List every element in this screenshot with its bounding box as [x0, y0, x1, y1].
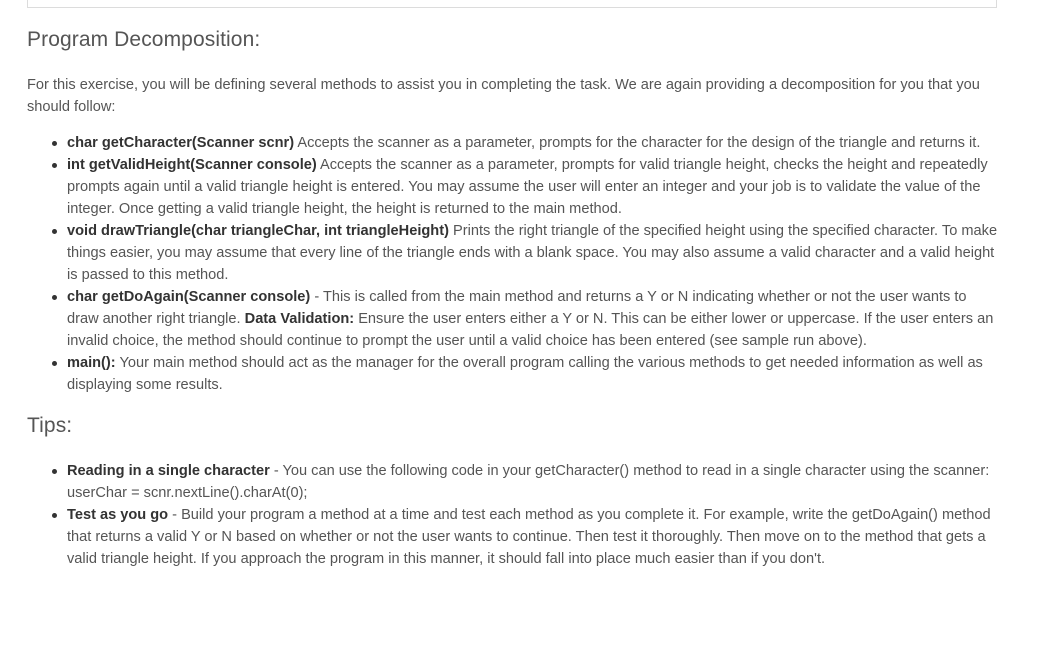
method-signature: char getCharacter(Scanner scnr): [67, 135, 295, 151]
method-signature: char getDoAgain(Scanner console): [67, 289, 311, 305]
tip-text: - Build your program a method at a time and test each method as you complete it. For example, write the getDoAgain() method that returns a valid Y or N based on whether or not the user wants to continue. Then test it thoroughly. Then move on to the method that gets a valid triangle height. If you approach the program in this manner, it should fall into place much easier than if you don't.: [67, 507, 991, 567]
method-description: Accepts the scanner as a parameter, prompts for valid triangle height, checks the height and repeatedly prompts again until a valid triangle height is entered. You may assume the user will enter an integer and your job is to validate the value of the integer. Once getting a valid triangle height, the height is returned to the main method.: [67, 157, 988, 217]
tip-item-test-as-you-go: [67, 504, 1002, 570]
data-validation-label: Data Validation:: [244, 311, 355, 327]
tip-item-reading-character: [67, 460, 1002, 504]
tips-list: [27, 460, 1002, 570]
decomposition-heading: Program Decomposition:: [27, 28, 261, 51]
method-description: Prints the right triangle of the specified height using the specified character. To make things easier, you may assume that every line of the triangle ends with a blank space. You may also assume a valid character and a valid height is passed to this method.: [67, 223, 998, 283]
method-item-get-character: [67, 132, 1002, 154]
method-signature: int getValidHeight(Scanner console): [67, 157, 317, 173]
method-list: [27, 132, 1002, 396]
method-item-get-do-again: [67, 286, 1002, 352]
method-description-continued: Ensure the user enters either a Y or N. This can be either lower or uppercase. If the user enters an invalid choice, the method should continue to prompt the user until a valid choice has been entered (see sample run above).: [67, 311, 994, 349]
method-item-get-valid-height: [67, 154, 1002, 220]
previous-section-box: [27, 0, 997, 8]
tip-title: Reading in a single character: [67, 463, 270, 479]
assignment-content: [27, 26, 1002, 570]
method-description: - This is called from the main method and returns a Y or N indicating whether or not the user wants to draw another right triangle.: [67, 289, 967, 327]
tip-title: Test as you go: [67, 507, 169, 523]
method-item-draw-triangle: [67, 220, 1002, 286]
method-description: Your main method should act as the manager for the overall program calling the various methods to get needed information as well as displaying some results.: [67, 355, 983, 393]
decomposition-intro: For this exercise, you will be defining several methods to assist you in completing the task. We are again providing a decomposition for you that you should follow:: [27, 77, 980, 115]
tip-text: - You can use the following code in your getCharacter() method to read in a single character using the scanner: userChar = scnr.nextLine().charAt(0);: [67, 463, 990, 501]
method-item-main: [67, 352, 1002, 396]
method-signature: main():: [67, 355, 116, 371]
tips-heading: Tips:: [27, 414, 73, 437]
method-description: Accepts the scanner as a parameter, prompts for the character for the design of the triangle and returns it.: [294, 135, 981, 151]
method-signature: void drawTriangle(char triangleChar, int triangleHeight): [67, 223, 449, 239]
